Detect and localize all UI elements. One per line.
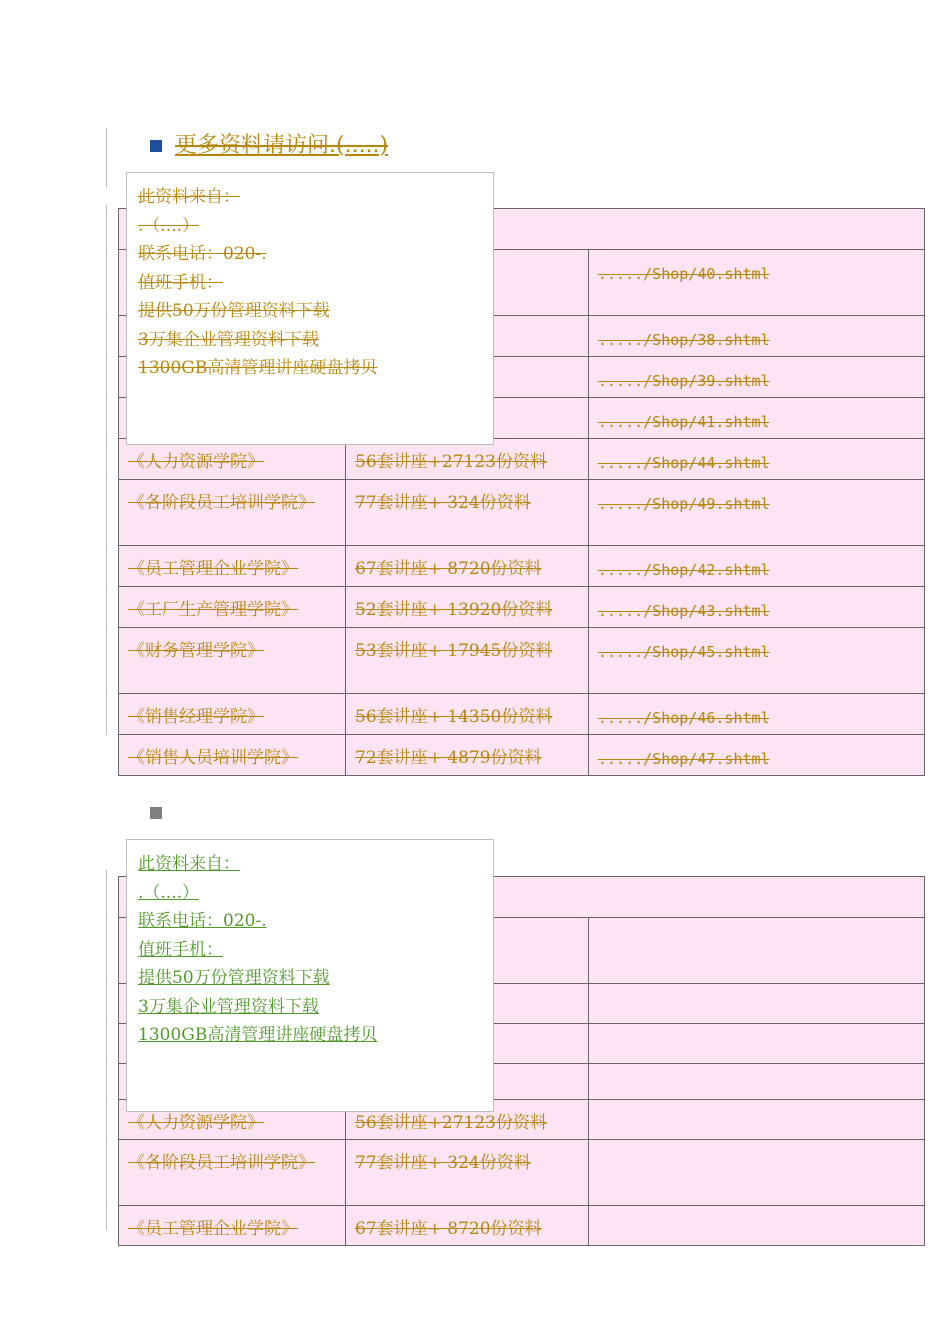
course-name-cell: 《各阶段员工培训学院》: [119, 1140, 346, 1206]
popup-line[interactable]: .（....）: [138, 882, 200, 903]
table-row: [119, 694, 925, 735]
popup-line[interactable]: 联系电话：020-.: [138, 244, 267, 264]
course-stats-cell: 67套讲座+ 8720份资料: [346, 1206, 589, 1246]
course-stats-cell: 53套讲座+ 17945份资料: [346, 628, 589, 694]
popup-line[interactable]: 值班手机：: [138, 272, 223, 293]
visit-link-heading[interactable]: 更多资料请访问.(.....): [175, 133, 389, 158]
course-url-cell[interactable]: ...../Shop/39.shtml: [589, 357, 925, 398]
course-url-cell[interactable]: [589, 1064, 925, 1100]
course-url-cell[interactable]: ...../Shop/43.shtml: [589, 587, 925, 628]
course-url-cell[interactable]: [589, 984, 925, 1024]
table-row: [119, 480, 925, 546]
course-url-cell[interactable]: ...../Shop/40.shtml: [589, 250, 925, 316]
popup-line[interactable]: 提供50万份管理资料下载: [138, 301, 330, 321]
course-stats-cell: 56套讲座+ 14350份资料: [346, 694, 589, 735]
course-url-cell[interactable]: [589, 1140, 925, 1206]
course-url-cell[interactable]: ...../Shop/47.shtml: [589, 735, 925, 776]
course-url-cell[interactable]: [589, 1206, 925, 1246]
table-row: [119, 1140, 925, 1206]
margin-line: [106, 205, 107, 735]
popup-line[interactable]: 此资料来自：: [138, 187, 240, 207]
course-url-cell[interactable]: ...../Shop/42.shtml: [589, 546, 925, 587]
course-name-cell: 《销售经理学院》: [119, 694, 346, 735]
course-url-cell[interactable]: ...../Shop/41.shtml: [589, 398, 925, 439]
table-row: [119, 587, 925, 628]
table-row: [119, 735, 925, 776]
course-stats-cell: 52套讲座+ 13920份资料: [346, 587, 589, 628]
course-url-cell[interactable]: ...../Shop/38.shtml: [589, 316, 925, 357]
course-name-cell: 《销售人员培训学院》: [119, 735, 346, 776]
popup-line[interactable]: 值班手机：: [138, 939, 223, 960]
course-stats-cell: 77套讲座+ 324份资料: [346, 1140, 589, 1206]
course-url-cell[interactable]: ...../Shop/49.shtml: [589, 480, 925, 546]
margin-line: [106, 128, 107, 188]
course-name-cell: 《财务管理学院》: [119, 628, 346, 694]
info-popup: [126, 839, 494, 1112]
course-stats-cell: 56套讲座+27123份资料: [346, 1100, 589, 1140]
table-row: [119, 1206, 925, 1246]
course-url-cell[interactable]: [589, 918, 925, 984]
course-stats-cell: 72套讲座+ 4879份资料: [346, 735, 589, 776]
course-stats-cell: 67套讲座+ 8720份资料: [346, 546, 589, 587]
margin-line: [106, 870, 107, 1230]
course-name-cell: 《员工管理企业学院》: [119, 1206, 346, 1246]
course-name-cell: 《人力资源学院》: [119, 1100, 346, 1140]
course-url-cell[interactable]: ...../Shop/44.shtml: [589, 439, 925, 480]
square-bullet-icon: [150, 807, 162, 819]
course-name-cell: 《各阶段员工培训学院》: [119, 480, 346, 546]
table-row: [119, 628, 925, 694]
course-name-cell: 《人力资源学院》: [119, 439, 346, 480]
course-url-cell[interactable]: [589, 1100, 925, 1140]
popup-line[interactable]: .（....）: [138, 215, 200, 236]
popup-line[interactable]: 提供50万份管理资料下载: [138, 968, 330, 988]
popup-line[interactable]: 3万集企业管理资料下载: [138, 996, 319, 1017]
popup-line[interactable]: 联系电话：020-.: [138, 911, 267, 931]
course-stats-cell: 56套讲座+27123份资料: [346, 439, 589, 480]
course-url-cell[interactable]: ...../Shop/45.shtml: [589, 628, 925, 694]
square-bullet-icon: [150, 140, 162, 152]
popup-line[interactable]: 1300GB高清管理讲座硬盘拷贝: [138, 1025, 378, 1045]
course-stats-cell: 77套讲座+ 324份资料: [346, 480, 589, 546]
popup-line[interactable]: 此资料来自：: [138, 854, 240, 874]
info-popup: [126, 172, 494, 445]
popup-line[interactable]: 3万集企业管理资料下载: [138, 329, 319, 350]
table-row: [119, 546, 925, 587]
course-url-cell[interactable]: [589, 1024, 925, 1064]
popup-line[interactable]: 1300GB高清管理讲座硬盘拷贝: [138, 358, 378, 378]
course-url-cell[interactable]: ...../Shop/46.shtml: [589, 694, 925, 735]
course-name-cell: 《工厂生产管理学院》: [119, 587, 346, 628]
course-name-cell: 《员工管理企业学院》: [119, 546, 346, 587]
